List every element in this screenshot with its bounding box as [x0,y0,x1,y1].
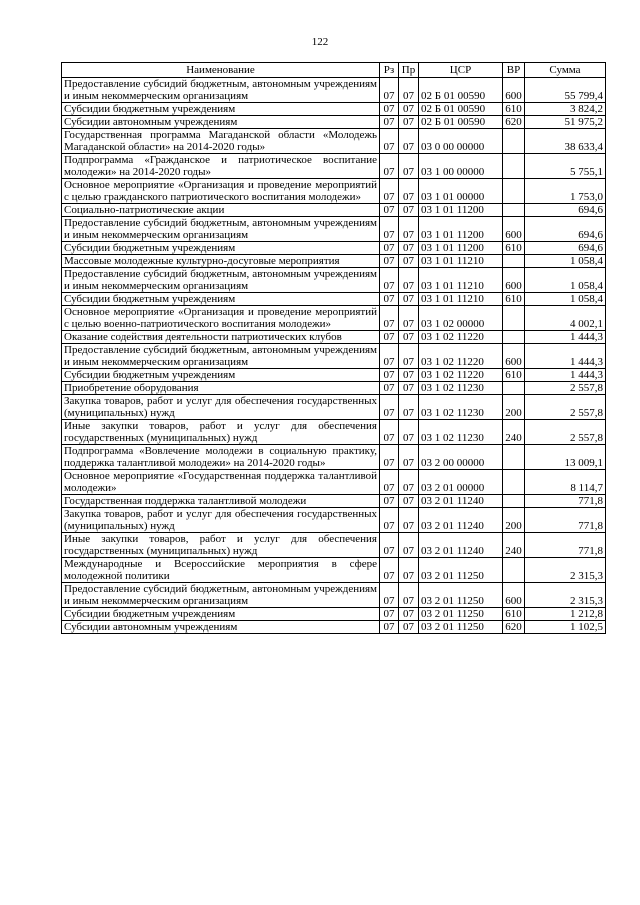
cell-sum: 694,6 [525,242,606,255]
cell-name: Государственная программа Магаданской области «Молодежь Магаданской области» на 2014-2020 годы» [62,129,380,154]
cell-pr: 07 [399,382,419,395]
cell-name: Иные закупки товаров, работ и услуг для обеспечения государственных (муниципальных) нужд [62,533,380,558]
cell-name: Основное мероприятие «Организация и проведение мероприятий с целью гражданского патриотического воспитания молодежи» [62,179,380,204]
cell-rz: 07 [380,179,399,204]
cell-rz: 07 [380,583,399,608]
cell-rz: 07 [380,608,399,621]
cell-csr: 03 1 01 00000 [419,179,503,204]
cell-vr [503,382,525,395]
table-row [62,583,606,608]
cell-sum: 1 058,4 [525,293,606,306]
cell-csr: 03 1 02 11230 [419,420,503,445]
table-row [62,242,606,255]
table-row [62,608,606,621]
table-row [62,382,606,395]
cell-name: Подпрограмма «Гражданское и патриотическое воспитание молодежи» на 2014-2020 годы» [62,154,380,179]
cell-csr: 03 2 01 11250 [419,558,503,583]
cell-vr: 240 [503,533,525,558]
cell-name: Субсидии бюджетным учреждениям [62,242,380,255]
cell-name: Предоставление субсидий бюджетным, автономным учреждениям и иным некоммерческим организациям [62,583,380,608]
cell-name: Закупка товаров, работ и услуг для обеспечения государственных (муниципальных) нужд [62,508,380,533]
cell-rz: 07 [380,369,399,382]
cell-sum: 1 058,4 [525,255,606,268]
table-row [62,217,606,242]
cell-pr: 07 [399,608,419,621]
cell-rz: 07 [380,470,399,495]
cell-sum: 2 315,3 [525,558,606,583]
cell-csr: 03 1 02 11220 [419,344,503,369]
cell-pr: 07 [399,204,419,217]
cell-pr: 07 [399,103,419,116]
table-row [62,470,606,495]
cell-pr: 07 [399,583,419,608]
cell-name: Субсидии бюджетным учреждениям [62,293,380,306]
cell-csr: 03 1 01 11200 [419,217,503,242]
cell-vr [503,445,525,470]
table-row [62,268,606,293]
cell-rz: 07 [380,204,399,217]
table-row [62,558,606,583]
header-name: Наименование [62,63,380,78]
cell-sum: 1 102,5 [525,621,606,634]
cell-name: Предоставление субсидий бюджетным, автономным учреждениям и иным некоммерческим организациям [62,268,380,293]
header-rz: Рз [380,63,399,78]
cell-rz: 07 [380,129,399,154]
cell-name: Массовые молодежные культурно-досуговые мероприятия [62,255,380,268]
cell-sum: 5 755,1 [525,154,606,179]
cell-rz: 07 [380,395,399,420]
cell-name: Основное мероприятие «Государственная поддержка талантливой молодежи» [62,470,380,495]
table-row [62,495,606,508]
table-row [62,255,606,268]
cell-pr: 07 [399,344,419,369]
cell-vr [503,558,525,583]
cell-name: Субсидии бюджетным учреждениям [62,608,380,621]
cell-pr: 07 [399,621,419,634]
cell-name: Основное мероприятие «Организация и проведение мероприятий с целью военно-патриотического воспитания молодежи» [62,306,380,331]
cell-sum: 771,8 [525,533,606,558]
cell-pr: 07 [399,445,419,470]
cell-rz: 07 [380,533,399,558]
cell-sum: 694,6 [525,204,606,217]
cell-vr [503,331,525,344]
cell-rz: 07 [380,255,399,268]
cell-pr: 07 [399,470,419,495]
cell-vr: 600 [503,217,525,242]
cell-vr: 200 [503,508,525,533]
cell-rz: 07 [380,508,399,533]
cell-pr: 07 [399,508,419,533]
cell-sum: 1 058,4 [525,268,606,293]
cell-name: Социально-патриотические акции [62,204,380,217]
table-row [62,204,606,217]
cell-csr: 03 1 01 11210 [419,293,503,306]
cell-name: Предоставление субсидий бюджетным, автономным учреждениям и иным некоммерческим организациям [62,344,380,369]
budget-table [61,62,606,634]
cell-vr: 240 [503,420,525,445]
cell-rz: 07 [380,293,399,306]
cell-vr [503,470,525,495]
cell-csr: 03 1 01 11210 [419,255,503,268]
cell-vr [503,154,525,179]
cell-pr: 07 [399,116,419,129]
cell-sum: 2 557,8 [525,395,606,420]
table-row [62,445,606,470]
cell-name: Оказание содействия деятельности патриотических клубов [62,331,380,344]
table-row [62,116,606,129]
cell-sum: 1 212,8 [525,608,606,621]
cell-name: Государственная поддержка талантливой молодежи [62,495,380,508]
cell-sum: 4 002,1 [525,306,606,331]
cell-sum: 2 557,8 [525,420,606,445]
cell-vr: 610 [503,369,525,382]
header-pr: Пр [399,63,419,78]
cell-vr [503,495,525,508]
cell-vr: 200 [503,395,525,420]
cell-csr: 03 1 02 00000 [419,306,503,331]
table-row [62,129,606,154]
table-row [62,154,606,179]
cell-rz: 07 [380,344,399,369]
cell-csr: 03 1 01 11200 [419,242,503,255]
cell-rz: 07 [380,558,399,583]
cell-csr: 02 Б 01 00590 [419,103,503,116]
cell-pr: 07 [399,268,419,293]
header-vr: ВР [503,63,525,78]
cell-vr: 610 [503,103,525,116]
cell-rz: 07 [380,217,399,242]
cell-vr [503,204,525,217]
cell-pr: 07 [399,179,419,204]
cell-vr [503,129,525,154]
cell-name: Субсидии автономным учреждениям [62,621,380,634]
cell-name: Иные закупки товаров, работ и услуг для обеспечения государственных (муниципальных) нужд [62,420,380,445]
cell-sum: 1 753,0 [525,179,606,204]
cell-csr: 03 1 01 11210 [419,268,503,293]
cell-name: Субсидии автономным учреждениям [62,116,380,129]
cell-csr: 03 1 02 11230 [419,395,503,420]
cell-csr: 03 2 01 11250 [419,621,503,634]
cell-pr: 07 [399,154,419,179]
cell-name: Закупка товаров, работ и услуг для обеспечения государственных (муниципальных) нужд [62,395,380,420]
table-row [62,533,606,558]
cell-pr: 07 [399,78,419,103]
cell-csr: 02 Б 01 00590 [419,116,503,129]
cell-vr [503,255,525,268]
cell-rz: 07 [380,103,399,116]
cell-csr: 03 0 00 00000 [419,129,503,154]
cell-pr: 07 [399,293,419,306]
cell-csr: 03 2 01 11240 [419,495,503,508]
cell-vr: 600 [503,78,525,103]
table-row [62,306,606,331]
cell-rz: 07 [380,495,399,508]
cell-sum: 51 975,2 [525,116,606,129]
cell-rz: 07 [380,78,399,103]
cell-sum: 694,6 [525,217,606,242]
cell-csr: 03 2 01 11250 [419,583,503,608]
cell-rz: 07 [380,420,399,445]
cell-vr: 620 [503,621,525,634]
table-row [62,344,606,369]
cell-pr: 07 [399,395,419,420]
cell-name: Предоставление субсидий бюджетным, автономным учреждениям и иным некоммерческим организациям [62,78,380,103]
cell-sum: 771,8 [525,508,606,533]
cell-rz: 07 [380,331,399,344]
table-header-row [62,63,606,78]
cell-name: Субсидии бюджетным учреждениям [62,369,380,382]
table-row [62,331,606,344]
table-row [62,293,606,306]
cell-vr: 600 [503,344,525,369]
table-row [62,621,606,634]
table-row [62,103,606,116]
table-row [62,78,606,103]
cell-rz: 07 [380,116,399,129]
cell-csr: 02 Б 01 00590 [419,78,503,103]
cell-csr: 03 1 02 11220 [419,331,503,344]
cell-pr: 07 [399,533,419,558]
cell-rz: 07 [380,621,399,634]
cell-rz: 07 [380,445,399,470]
cell-sum: 13 009,1 [525,445,606,470]
header-sum: Сумма [525,63,606,78]
cell-pr: 07 [399,129,419,154]
cell-vr: 610 [503,242,525,255]
page-number: 122 [311,36,329,48]
cell-csr: 03 2 01 11240 [419,508,503,533]
cell-rz: 07 [380,242,399,255]
cell-name: Международные и Всероссийские мероприятия в сфере молодежной политики [62,558,380,583]
cell-sum: 38 633,4 [525,129,606,154]
cell-rz: 07 [380,382,399,395]
table-row [62,179,606,204]
cell-pr: 07 [399,558,419,583]
cell-pr: 07 [399,255,419,268]
cell-pr: 07 [399,495,419,508]
cell-rz: 07 [380,306,399,331]
cell-vr: 610 [503,293,525,306]
cell-sum: 3 824,2 [525,103,606,116]
cell-name: Субсидии бюджетным учреждениям [62,103,380,116]
table-row [62,369,606,382]
cell-vr: 620 [503,116,525,129]
cell-vr: 600 [503,583,525,608]
cell-vr [503,179,525,204]
cell-csr: 03 2 01 11240 [419,533,503,558]
cell-sum: 55 799,4 [525,78,606,103]
header-csr: ЦСР [419,63,503,78]
cell-pr: 07 [399,306,419,331]
table-row [62,395,606,420]
cell-pr: 07 [399,369,419,382]
cell-sum: 771,8 [525,495,606,508]
cell-sum: 2 557,8 [525,382,606,395]
cell-csr: 03 2 00 00000 [419,445,503,470]
cell-sum: 2 315,3 [525,583,606,608]
cell-pr: 07 [399,217,419,242]
cell-csr: 03 2 01 11250 [419,608,503,621]
cell-rz: 07 [380,154,399,179]
cell-sum: 1 444,3 [525,369,606,382]
cell-csr: 03 1 00 00000 [419,154,503,179]
cell-vr [503,306,525,331]
table-row [62,420,606,445]
cell-pr: 07 [399,331,419,344]
cell-pr: 07 [399,242,419,255]
cell-pr: 07 [399,420,419,445]
cell-sum: 8 114,7 [525,470,606,495]
cell-vr: 600 [503,268,525,293]
cell-csr: 03 1 01 11200 [419,204,503,217]
cell-vr: 610 [503,608,525,621]
cell-name: Подпрограмма «Вовлечение молодежи в социальную практику, поддержка талантливой молодежи» на 2014-2020 годы» [62,445,380,470]
cell-csr: 03 2 01 00000 [419,470,503,495]
cell-csr: 03 1 02 11220 [419,369,503,382]
cell-sum: 1 444,3 [525,331,606,344]
table-row [62,508,606,533]
cell-csr: 03 1 02 11230 [419,382,503,395]
cell-sum: 1 444,3 [525,344,606,369]
cell-name: Предоставление субсидий бюджетным, автономным учреждениям и иным некоммерческим организациям [62,217,380,242]
cell-rz: 07 [380,268,399,293]
cell-name: Приобретение оборудования [62,382,380,395]
